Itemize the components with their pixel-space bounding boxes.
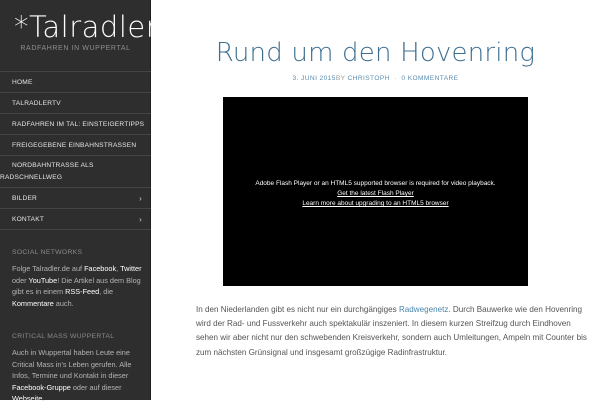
widget-text: Folge Talradler.de auf bbox=[12, 264, 85, 273]
widget-title-social: SOCIAL NETWORKS bbox=[12, 249, 83, 256]
widget-text: auch. bbox=[53, 298, 74, 308]
comments-feed-link[interactable]: Kommentare bbox=[12, 298, 54, 308]
nav-item-label: BILDER bbox=[12, 195, 38, 202]
youtube-link[interactable]: YouTube bbox=[28, 275, 58, 285]
nav-item-label: HOME bbox=[12, 79, 33, 86]
sidebar bbox=[0, 0, 159, 403]
widget-text: oder bbox=[12, 275, 29, 285]
twitter-link[interactable]: Twitter bbox=[120, 264, 142, 273]
nav-item-einsteigertipps[interactable] bbox=[0, 114, 151, 135]
nav-item-label: FREIGEGEBENE EINBAHNSTRASSEN bbox=[12, 142, 137, 149]
facebook-link[interactable]: Facebook bbox=[84, 264, 117, 273]
widget-text: Auch in Wuppertal haben Leute eine Critical Mass in's Leben gerufen. Alle Infos, Termine und Kontakt in dieser bbox=[12, 348, 132, 380]
nav-item-label: TALRADLERTV bbox=[12, 100, 61, 107]
nav-item-label: KONTAKT bbox=[12, 216, 45, 223]
main-content bbox=[151, 0, 600, 400]
widget-title-critical-mass: CRITICAL MASS WUPPERTAL bbox=[12, 333, 115, 340]
main-navigation bbox=[0, 71, 151, 230]
meta-separator: · bbox=[394, 75, 397, 82]
chevron-right-icon[interactable]: › bbox=[139, 194, 142, 203]
widget-text-critical-mass bbox=[12, 347, 142, 405]
post-body-text: In den Niederlanden gibt es nicht nur ein durchgängiges bbox=[196, 305, 399, 314]
nav-item-kontakt[interactable] bbox=[0, 209, 151, 230]
site-title[interactable]: *Talradler bbox=[14, 10, 159, 44]
post-comments-link[interactable]: 0 KOMMENTARE bbox=[401, 75, 459, 82]
flash-player-link[interactable]: Get the latest Flash Player bbox=[337, 190, 414, 197]
nav-item-talradlertv[interactable] bbox=[0, 93, 151, 114]
post-date[interactable]: 3. JUNI 2015 bbox=[292, 75, 336, 82]
video-fallback-message bbox=[223, 179, 528, 209]
chevron-right-icon[interactable]: › bbox=[139, 215, 142, 224]
nav-item-einbahnstrassen[interactable] bbox=[0, 135, 151, 156]
html5-browser-link[interactable]: Learn more about upgrading to an HTML5 browser bbox=[302, 200, 449, 207]
nav-item-bilder[interactable] bbox=[0, 188, 151, 209]
widget-text-social bbox=[12, 263, 142, 309]
nav-item-label-line2: RADSCHNELLWEG bbox=[0, 174, 63, 181]
widget-text: oder auf dieser bbox=[70, 382, 122, 392]
widget-text: . bbox=[42, 394, 45, 403]
rss-feed-link[interactable]: RSS-Feed bbox=[65, 287, 100, 296]
facebook-group-link[interactable]: Facebook-Gruppe bbox=[12, 382, 71, 392]
radwegenetz-link[interactable]: Radwegenetz bbox=[398, 305, 449, 314]
webseite-link[interactable]: Webseite bbox=[12, 394, 43, 403]
post-title[interactable]: Rund um den Hovenring bbox=[215, 38, 536, 68]
widget-text: , die bbox=[99, 287, 114, 296]
nav-item-label-line1: NORDBAHNTRASSE ALS bbox=[12, 162, 94, 169]
post-body-text: . Durch Bauwerke wie den Hovenring wird der Rad- und Fussverkehr auch spektakulär inszeniert. In diesem kurzen Streifzug durch Eindhoven sehen wir aber nicht nur den schwebenden Kreisverkehr, sondern auch Umleitungen, Ampeln mit Counter bis zum nächsten Grünsignal und insgesamt großzügige Radinfrastruktur. bbox=[196, 305, 587, 357]
site-tagline: RADFAHREN IN WUPPERTAL bbox=[20, 45, 131, 52]
widget-text: ! Die Artikel aus dem Blog gibt es in einem bbox=[12, 275, 141, 296]
post-body bbox=[196, 303, 591, 360]
nav-item-label: RADFAHREN IM TAL: EINSTEIGERTIPPS bbox=[12, 121, 145, 128]
nav-item-nordbahntrasse[interactable] bbox=[0, 156, 151, 188]
widget-text: , bbox=[116, 264, 121, 273]
post-meta bbox=[151, 75, 600, 82]
post-author[interactable]: CHRISTOPH bbox=[347, 75, 390, 82]
nav-item-home[interactable] bbox=[0, 72, 151, 93]
flash-required-text: Adobe Flash Player or an HTML5 supported browser is required for video playback. bbox=[255, 180, 496, 187]
video-player[interactable] bbox=[223, 97, 528, 286]
post-by: BY bbox=[335, 75, 346, 82]
